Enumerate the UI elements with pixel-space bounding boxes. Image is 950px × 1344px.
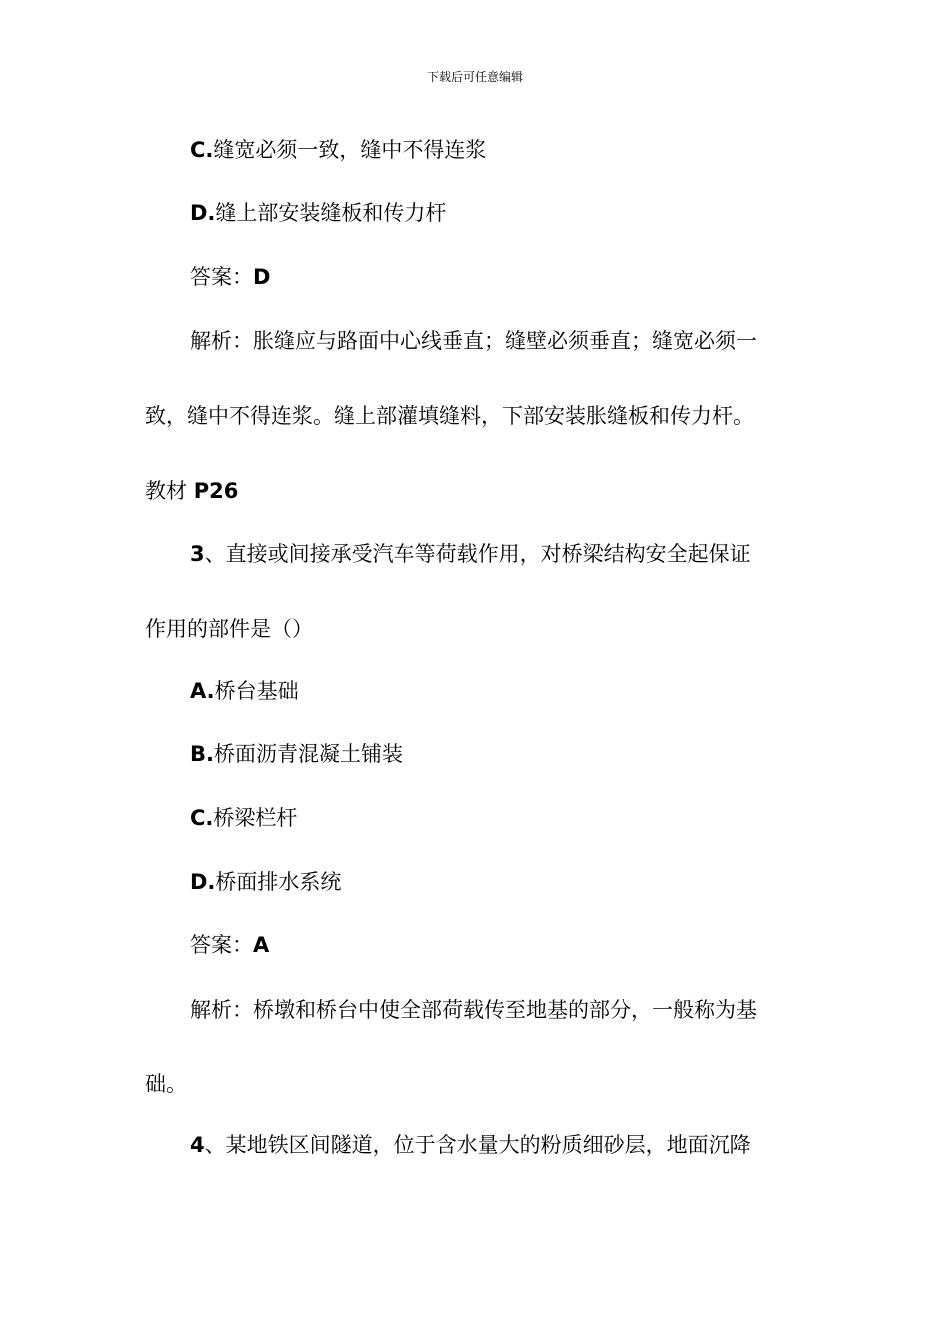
answer-value-2: A	[253, 933, 270, 957]
question-3-line-2	[145, 616, 313, 642]
answer-line-2	[190, 932, 269, 958]
option-d-text-2: 桥面排水系统	[215, 870, 342, 894]
analysis-text: 解析：胀缝应与路面中心线垂直；缝壁必须垂直；缝宽必须一	[190, 329, 757, 353]
textbook-label: 教材	[145, 479, 194, 503]
option-c-letter: C.	[190, 138, 214, 162]
page-header: 下载后可任意编辑	[426, 70, 523, 84]
option-c-line-2	[190, 805, 297, 831]
answer-label: 答案：	[190, 265, 253, 289]
textbook-ref	[145, 478, 238, 504]
option-c-text: 缝宽必须一致，缝中不得连浆	[213, 138, 487, 162]
analysis-text-cont: 致，缝中不得连浆。缝上部灌填缝料，下部安装胀缝板和传力杆。	[145, 404, 754, 428]
option-c-line	[190, 137, 486, 163]
answer-value: D	[253, 265, 271, 289]
option-d-text: 缝上部安装缝板和传力杆	[215, 201, 447, 225]
option-a-text: 桥台基础	[214, 679, 299, 703]
textbook-page: P26	[193, 479, 239, 503]
question-4-line-1	[190, 1132, 751, 1158]
option-b-letter: B.	[190, 742, 214, 766]
answer-label-2: 答案：	[190, 933, 253, 957]
analysis-line-4	[145, 1071, 187, 1097]
analysis-line-1	[190, 328, 757, 354]
option-c-text-2: 桥梁栏杆	[213, 806, 298, 830]
analysis-line-2	[145, 403, 754, 429]
option-c-letter-2: C.	[190, 806, 214, 830]
question-3-line-1	[190, 541, 751, 567]
question-text: 、直接或间接承受汽车等荷载作用，对桥梁结构安全起保证	[204, 542, 751, 566]
option-b-text: 桥面沥青混凝土铺装	[213, 742, 403, 766]
option-d-line	[190, 200, 446, 226]
option-a-line	[190, 678, 299, 704]
question-number: 3	[190, 542, 205, 566]
option-a-letter: A.	[190, 679, 215, 703]
question-number-4: 4	[190, 1133, 205, 1157]
analysis-text-2-cont: 础。	[145, 1072, 187, 1096]
option-d-letter-2: D.	[190, 870, 216, 894]
question-text-4: 、某地铁区间隧道，位于含水量大的粉质细砂层，地面沉降	[204, 1133, 751, 1157]
question-text-cont: 作用的部件是（）	[145, 617, 313, 641]
analysis-line-3	[190, 997, 757, 1023]
option-d-letter: D.	[190, 201, 216, 225]
option-d-line-2	[190, 869, 341, 895]
answer-line	[190, 264, 270, 290]
analysis-text-2: 解析：桥墩和桥台中使全部荷载传至地基的部分，一般称为基	[190, 998, 757, 1022]
option-b-line	[190, 741, 403, 767]
